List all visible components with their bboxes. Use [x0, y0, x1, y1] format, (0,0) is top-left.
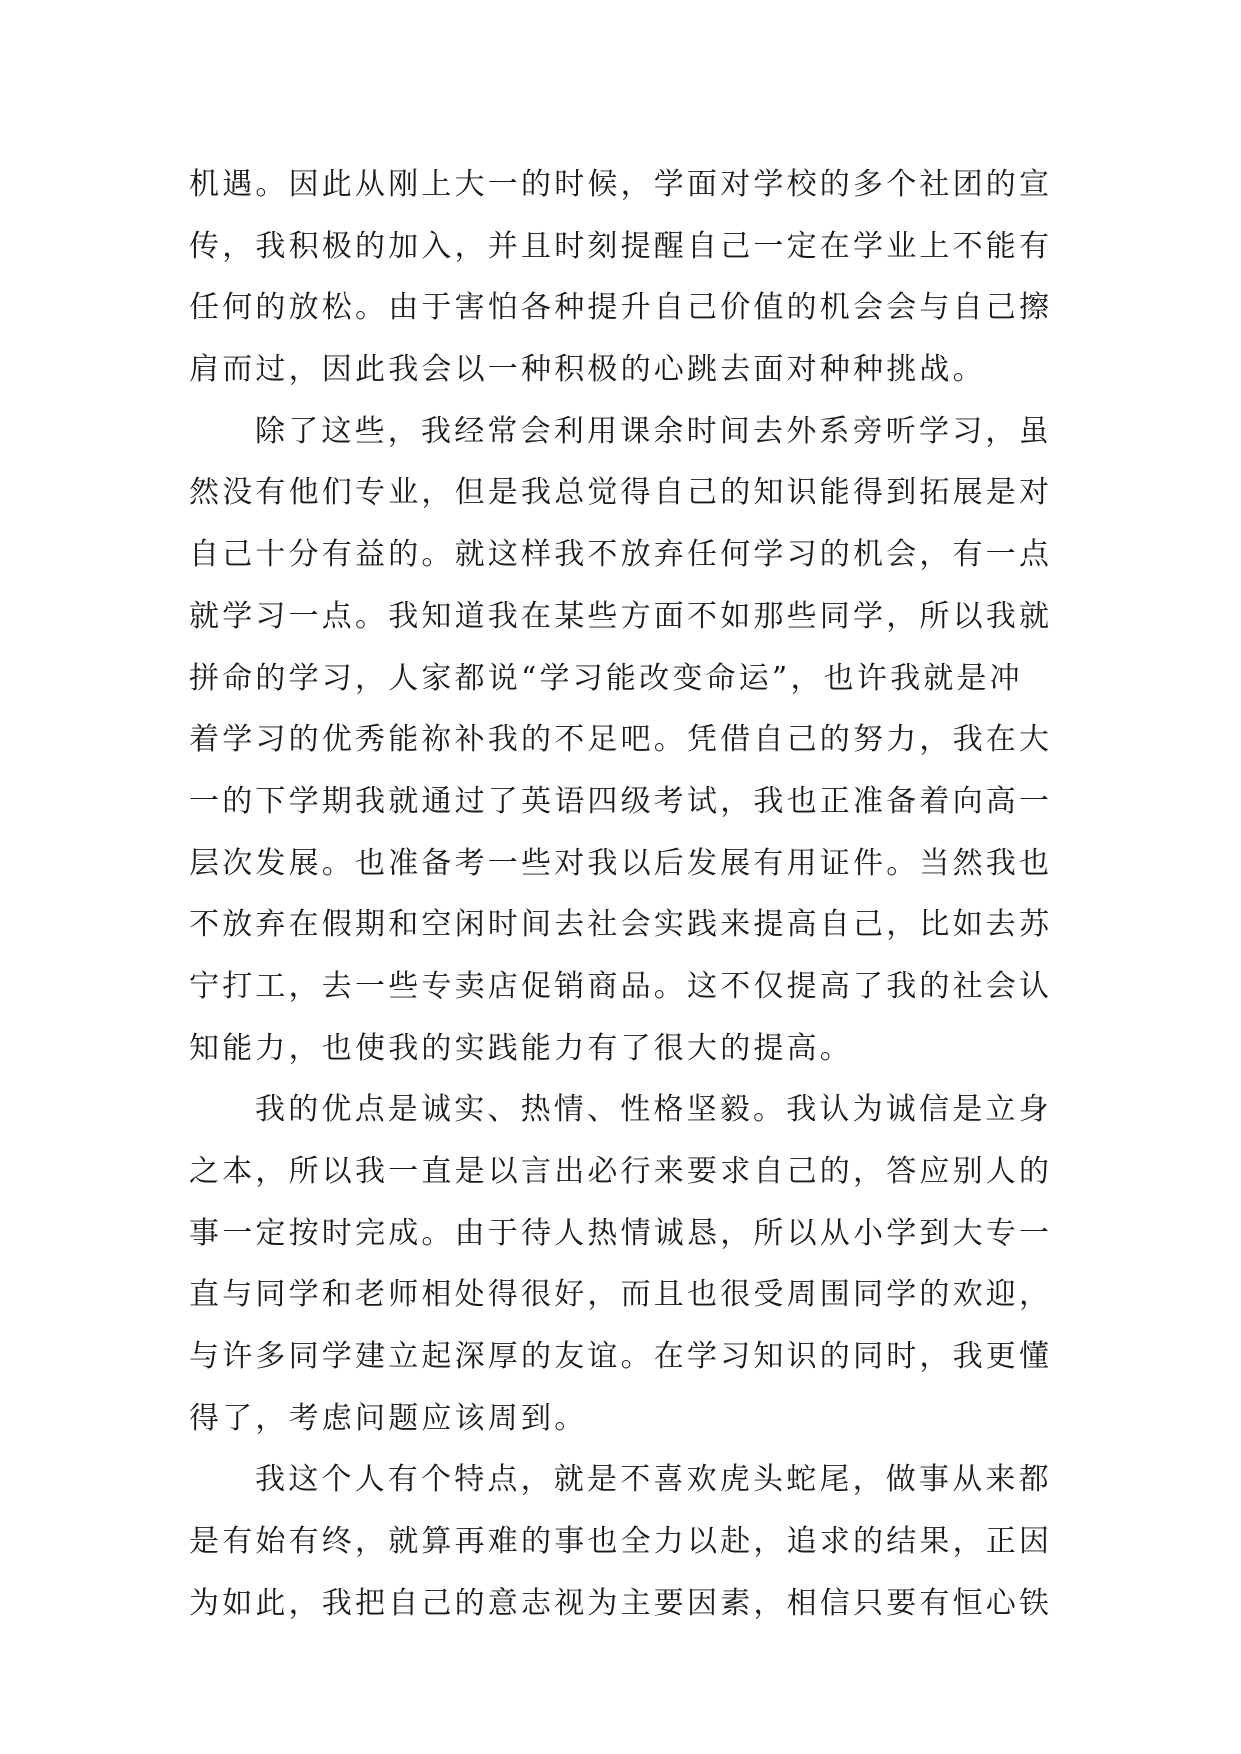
text-line: 着学习的优秀能祢补我的不足吧。凭借自己的努力，我在大: [189, 722, 1053, 758]
paragraph-4: [189, 1449, 1051, 1634]
text-line: 之本，所以我一直是以言出必行来要求自己的，答应别人的: [189, 1154, 1053, 1189]
text-line: 事一定按时完成。由于待人热情诚恳，所以从小学到大专一: [189, 1215, 1053, 1251]
text-line: 是有始有终，就算再难的事也全力以赴，追求的结果，正因: [189, 1524, 1053, 1560]
text-line: 我这个人有个特点，就是不喜欢虎头蛇尾，做事从来都: [255, 1462, 1052, 1498]
text-line: 自己十分有益的。就这样我不放弃任何学习的机会，有一点: [189, 537, 1053, 573]
paragraph-2: [189, 401, 1051, 1080]
document-body: [189, 154, 1051, 1635]
text-line: 层次发展。也准备考一些对我以后发展有用证件。当然我也: [189, 845, 1053, 881]
text-line: 一的下学期我就通过了英语四级考试，我也正准备着向高一: [189, 783, 1053, 819]
text-line: 机遇。因此从刚上大一的时候，学面对学校的多个社团的宣: [189, 167, 1053, 202]
text-line: 任何的放松。由于害怕各种提升自己价值的机会会与自己擦: [189, 290, 1053, 326]
text-line: 除了这些，我经常会利用课余时间去外系旁听学习，虽: [255, 413, 1052, 449]
text-line: 肩而过，因此我会以一种积极的心跳去面对种种挑战。: [189, 352, 986, 388]
text-line: 不放弃在假期和空闲时间去社会实践来提高自己，比如去苏: [189, 907, 1053, 943]
text-line: 就学习一点。我知道我在某些方面不如那些同学，所以我就: [189, 598, 1053, 634]
text-line: 传，我积极的加入，并且时刻提醒自己一定在学业上不能有: [189, 228, 1053, 264]
text-line: 拼命的学习，人家都说“学习能改变命运”，也许我就是冲: [189, 660, 1023, 696]
text-line: 我的优点是诚实、热情、性格坚毅。我认为诚信是立身: [255, 1092, 1052, 1128]
paragraph-1: [189, 154, 1051, 401]
text-line: 为如此，我把自己的意志视为主要因素，相信只要有恒心铁: [189, 1585, 1053, 1621]
text-line: 宁打工，去一些专卖店促销商品。这不仅提高了我的社会认: [189, 968, 1053, 1004]
text-line: 直与同学和老师相处得很好，而且也很受周围同学的欢迎，: [189, 1277, 1053, 1313]
text-line: 与许多同学建立起深厚的友谊。在学习知识的同时，我更懂: [189, 1339, 1053, 1375]
text-line: 知能力，也使我的实践能力有了很大的提高。: [189, 1030, 853, 1066]
text-line: 然没有他们专业，但是我总觉得自己的知识能得到拓展是对: [189, 475, 1053, 511]
paragraph-3: [189, 1079, 1051, 1449]
text-line: 得了，考虑问题应该周到。: [189, 1400, 588, 1436]
